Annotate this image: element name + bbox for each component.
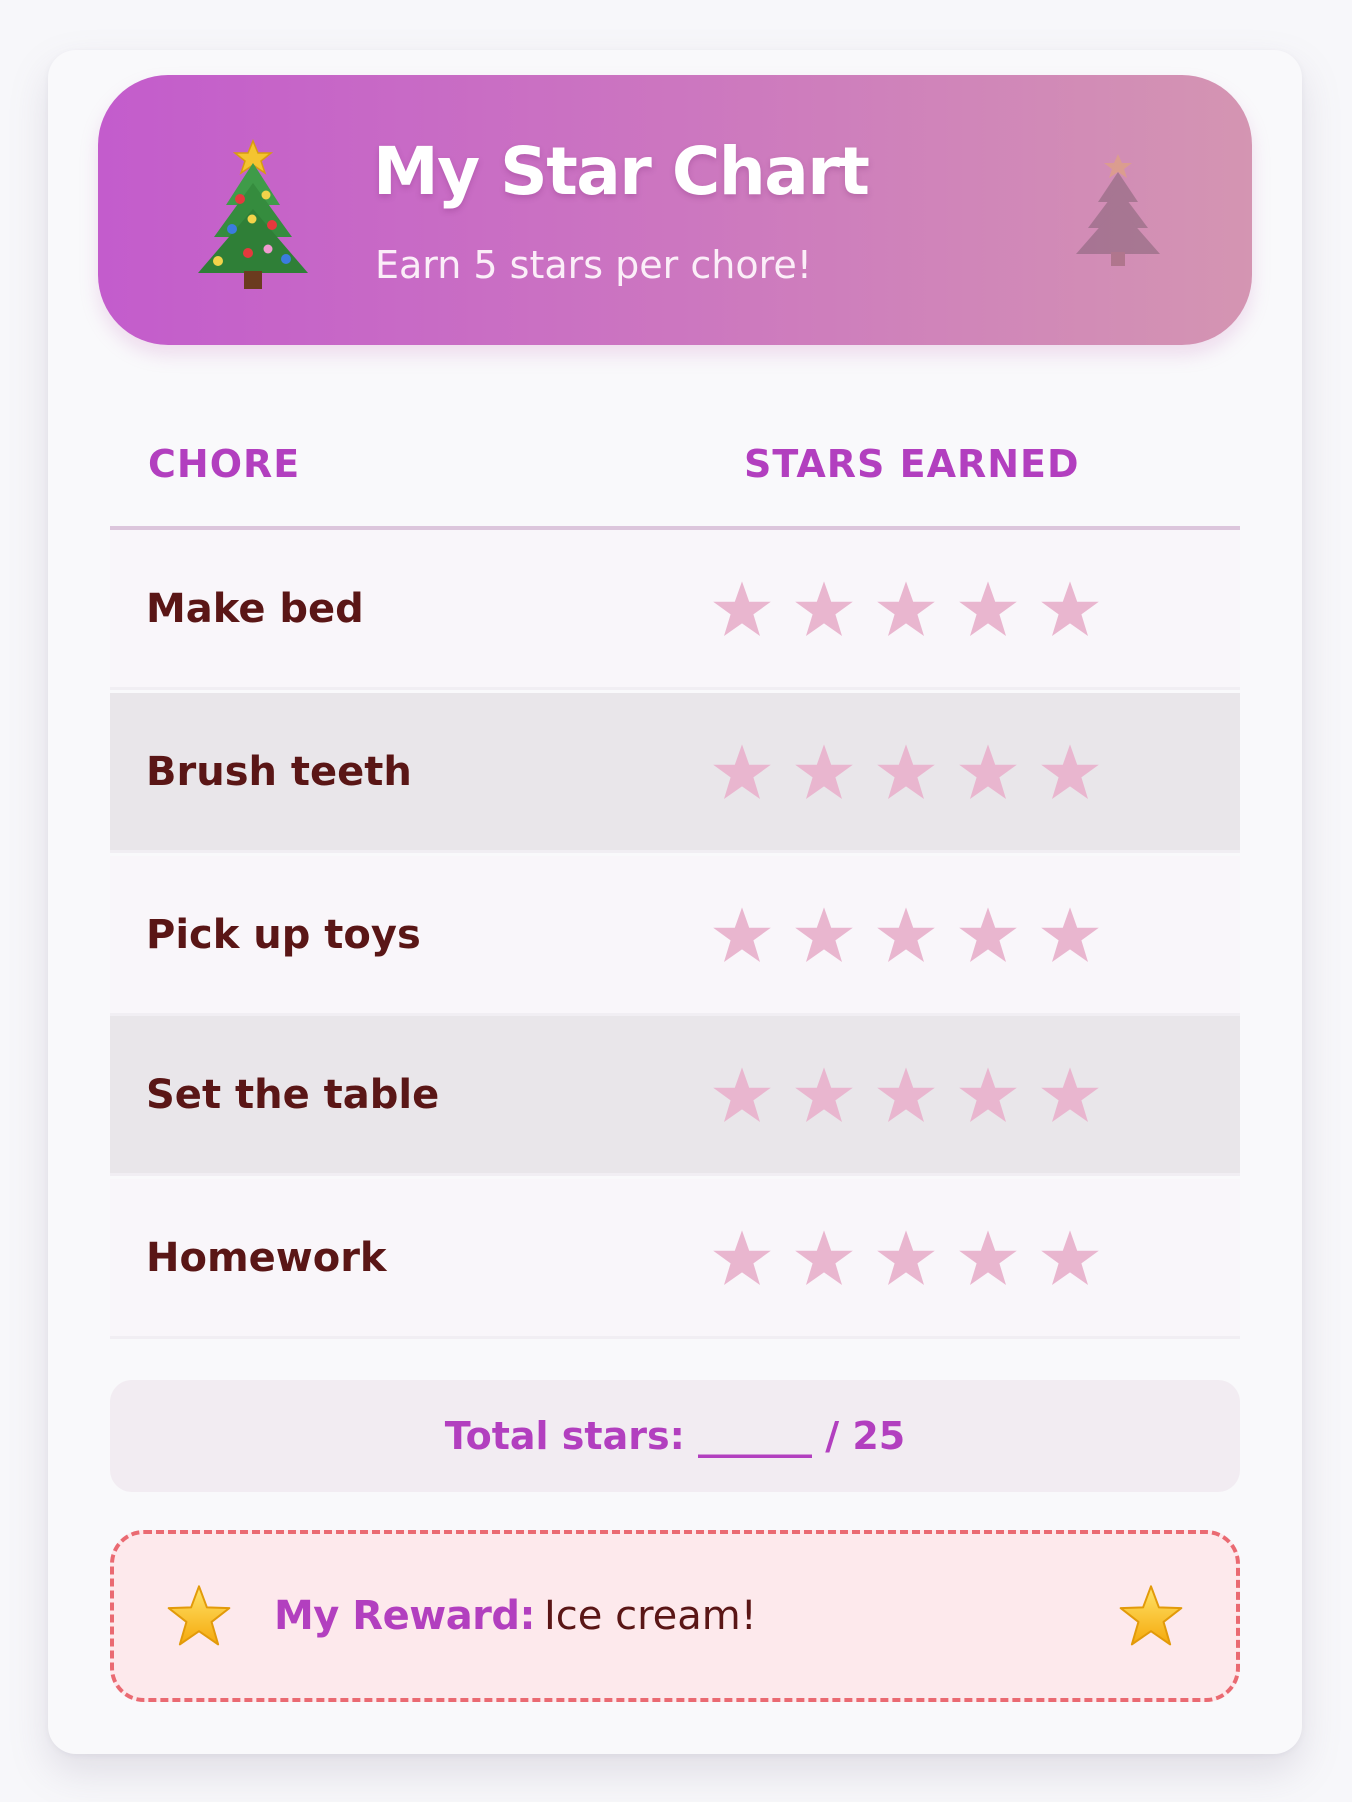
star-slot-icon[interactable] bbox=[876, 1228, 936, 1288]
star-slot-icon[interactable] bbox=[1040, 579, 1100, 639]
chart-header bbox=[98, 75, 1252, 345]
total-stars-box bbox=[110, 1380, 1240, 1492]
star-emoji-icon bbox=[166, 1583, 232, 1649]
table-row bbox=[110, 856, 1240, 1016]
star-slot-icon[interactable] bbox=[794, 1228, 854, 1288]
table-row bbox=[110, 1179, 1240, 1339]
star-slot-icon[interactable] bbox=[876, 1065, 936, 1125]
star-slot-icon[interactable] bbox=[712, 1065, 772, 1125]
column-header-chore: CHORE bbox=[148, 442, 301, 486]
star-row bbox=[712, 742, 1100, 802]
star-slot-icon[interactable] bbox=[794, 742, 854, 802]
star-slot-icon[interactable] bbox=[712, 742, 772, 802]
reward-value: Ice cream! bbox=[544, 1593, 757, 1639]
chore-label: Homework bbox=[146, 1234, 387, 1281]
star-emoji-icon bbox=[1118, 1583, 1184, 1649]
star-slot-icon[interactable] bbox=[712, 905, 772, 965]
total-stars-text: Total stars: ______ / 25 bbox=[444, 1414, 906, 1458]
page-title: My Star Chart bbox=[373, 133, 869, 210]
star-slot-icon[interactable] bbox=[958, 1228, 1018, 1288]
star-slot-icon[interactable] bbox=[1040, 742, 1100, 802]
star-slot-icon[interactable] bbox=[1040, 905, 1100, 965]
star-slot-icon[interactable] bbox=[1040, 1065, 1100, 1125]
table-row bbox=[110, 1016, 1240, 1176]
star-slot-icon[interactable] bbox=[876, 742, 936, 802]
christmas-tree-faded-icon bbox=[1068, 150, 1168, 270]
column-header-stars-earned: STARS EARNED bbox=[744, 442, 1080, 486]
star-slot-icon[interactable] bbox=[794, 905, 854, 965]
table-row bbox=[110, 693, 1240, 853]
star-slot-icon[interactable] bbox=[712, 1228, 772, 1288]
table-row bbox=[110, 530, 1240, 690]
christmas-tree-icon bbox=[188, 133, 318, 293]
star-slot-icon[interactable] bbox=[958, 905, 1018, 965]
reward-label: My Reward: bbox=[274, 1593, 536, 1639]
star-row bbox=[712, 905, 1100, 965]
star-row bbox=[712, 579, 1100, 639]
chore-label: Make bed bbox=[146, 585, 364, 632]
reward-box bbox=[110, 1530, 1240, 1702]
star-slot-icon[interactable] bbox=[794, 1065, 854, 1125]
star-slot-icon[interactable] bbox=[1040, 1228, 1100, 1288]
chore-label: Set the table bbox=[146, 1071, 440, 1118]
page-subtitle: Earn 5 stars per chore! bbox=[375, 243, 812, 287]
chore-label: Pick up toys bbox=[146, 911, 421, 958]
star-slot-icon[interactable] bbox=[712, 579, 772, 639]
star-slot-icon[interactable] bbox=[876, 579, 936, 639]
star-slot-icon[interactable] bbox=[958, 579, 1018, 639]
star-row bbox=[712, 1065, 1100, 1125]
star-slot-icon[interactable] bbox=[958, 742, 1018, 802]
chore-label: Brush teeth bbox=[146, 748, 412, 795]
star-slot-icon[interactable] bbox=[876, 905, 936, 965]
star-chart-card bbox=[48, 50, 1302, 1754]
star-slot-icon[interactable] bbox=[794, 579, 854, 639]
star-slot-icon[interactable] bbox=[958, 1065, 1018, 1125]
star-row bbox=[712, 1228, 1100, 1288]
